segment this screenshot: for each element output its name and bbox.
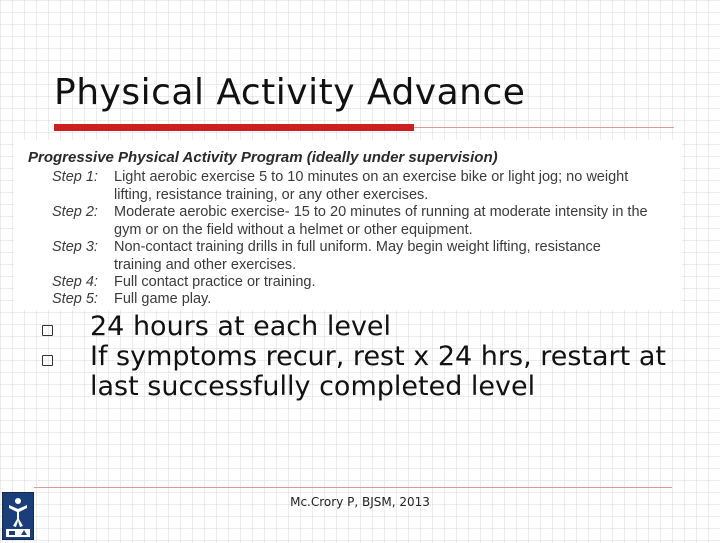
step-label: Step 1:	[52, 169, 98, 185]
bullet-text: If symptoms recur, rest x 24 hrs, restart at last successfully completed level	[90, 341, 666, 402]
hollow-square-bullet-icon	[42, 325, 53, 336]
bullet-text: 24 hours at each level	[90, 311, 392, 342]
step-label: Step 2:	[52, 204, 98, 220]
step-text: training and other exercises.	[114, 257, 297, 273]
footer-citation: Mc.Crory P, BJSM, 2013	[290, 495, 430, 509]
step-text: lifting, resistance training, or any other exercises.	[114, 187, 429, 203]
step-label: Step 3:	[52, 239, 98, 255]
title-underline-thin	[414, 127, 674, 128]
title-underline-accent	[54, 124, 414, 131]
bullet-item	[38, 312, 698, 342]
step-text: Moderate aerobic exercise- 15 to 20 minutes of running at moderate intensity in the	[114, 204, 648, 220]
hollow-square-bullet-icon	[42, 355, 53, 366]
step-text: Full contact practice or training.	[114, 274, 316, 290]
step-text: Full game play.	[114, 291, 212, 307]
step-text: Non-contact training drills in full uniform. May begin weight lifting, resistance	[114, 239, 601, 255]
step-text: Light aerobic exercise 5 to 10 minutes on an exercise bike or light jog; no weight	[114, 169, 629, 185]
step-label: Step 5:	[52, 291, 98, 307]
slide-title: Physical Activity Advance	[54, 72, 526, 113]
bullet-item	[38, 342, 698, 402]
bullet-list	[38, 312, 698, 402]
program-heading: Progressive Physical Activity Program (ideally under supervision)	[28, 149, 498, 166]
oa-logo-icon	[2, 492, 34, 540]
footer-rule	[34, 487, 672, 488]
program-figure	[14, 140, 682, 310]
step-label: Step 4:	[52, 274, 98, 290]
step-text: gym or on the field without a helmet or other equipment.	[114, 222, 473, 238]
